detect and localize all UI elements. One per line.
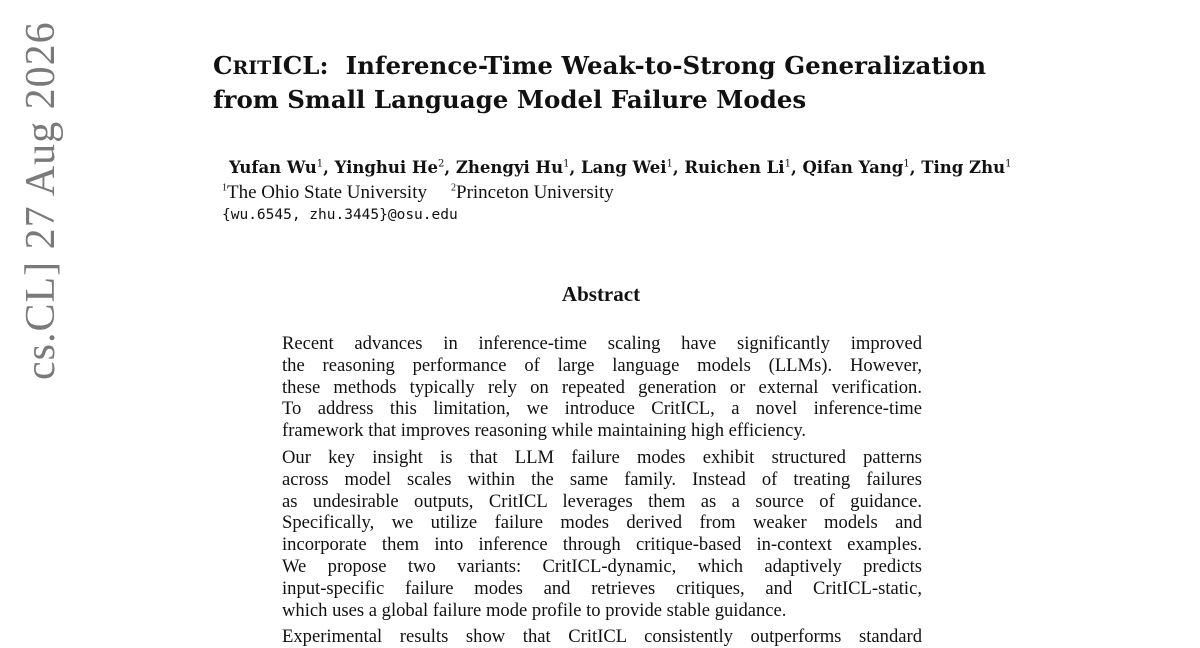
abstract-line: framework that improves reasoning while maintaining high efficiency. xyxy=(282,420,807,442)
abstract-line: We propose two variants: CritICL-dynamic, which adaptively predicts xyxy=(282,555,922,577)
author-affiliation-mark: 1 xyxy=(784,158,791,170)
author-name: Ting Zhu xyxy=(921,158,1006,177)
author-name: Qifan Yang xyxy=(802,158,904,177)
author-affiliation-mark: 1 xyxy=(903,158,910,170)
title-line-1 xyxy=(213,50,1033,84)
affiliation-mark: 1 xyxy=(222,182,227,194)
author-affiliation-mark: 1 xyxy=(563,158,570,170)
abstract-line: incorporate them into inference through critique-based in-context examples. xyxy=(282,534,922,556)
abstract-line: across model scales within the same family. Instead of treating failures xyxy=(282,468,922,490)
affiliation-name: The Ohio State University xyxy=(227,182,427,203)
affiliation-mark: 2 xyxy=(451,182,456,194)
author-affiliation-mark: 2 xyxy=(438,158,445,170)
abstract-body xyxy=(282,333,922,648)
title-line-2: from Small Language Model Failure Modes xyxy=(213,85,807,114)
arxiv-identifier-text: cs.CL] 27 Aug 2026 xyxy=(18,21,64,380)
abstract-line: input-specific failure modes and retrieves critiques, and CritICL-static, xyxy=(282,577,922,599)
author-affiliation-mark: 1 xyxy=(666,158,673,170)
abstract-line: which uses a global failure mode profile to provide stable guidance. xyxy=(282,599,787,621)
abstract-heading: Abstract xyxy=(561,282,641,306)
abstract-paragraph xyxy=(282,447,922,621)
title-line-1-text: Inference-Time Weak-to-Strong Generalization xyxy=(345,51,987,80)
abstract-line: Experimental results show that CritICL consistently outperforms standard xyxy=(282,626,922,648)
paper-title xyxy=(213,50,1033,116)
affiliation-name: Princeton University xyxy=(456,182,614,203)
title-name-smallcaps: RIT xyxy=(232,57,272,79)
title-name-initial: C xyxy=(213,51,233,80)
abstract-line: Recent advances in inference-time scaling have significantly improved xyxy=(282,333,922,354)
title-name-rest: ICL: xyxy=(271,51,329,80)
author-name: Yufan Wu xyxy=(229,158,317,177)
abstract-line: the reasoning performance of large language models (LLMs). However, xyxy=(282,354,922,376)
abstract-line: Specifically, we utilize failure modes derived from weaker models and xyxy=(282,512,922,534)
abstract-paragraph xyxy=(282,333,922,442)
author-name: Zhengyi Hu xyxy=(455,158,564,177)
abstract-line: To address this limitation, we introduce CritICL, a novel inference-time xyxy=(282,398,922,420)
author-name: Lang Wei xyxy=(581,158,667,177)
author-affiliation-mark: 1 xyxy=(1005,158,1012,170)
abstract-line: Our key insight is that LLM failure modes exhibit structured patterns xyxy=(282,446,922,468)
author-name: Yinghui He xyxy=(334,158,438,177)
abstract-line: as undesirable outputs, CritICL leverages them as a source of guidance. xyxy=(282,490,922,512)
author-affiliation-mark: 1 xyxy=(316,158,324,170)
abstract-paragraph xyxy=(282,626,922,648)
author-name: Ruichen Li xyxy=(684,158,785,177)
arxiv-sidebar-stamp xyxy=(12,0,90,648)
author-list: Yufan Wu$^1$, Yinghui He$^2$, Zhengyi Hu$^1$, Lang Wei$^1$, Ruichen Li$^1$, Qifan Yang$^1$, Ting Zhu$^1$ xyxy=(229,158,1012,177)
contact-email: {wu.6545, zhu.3445}@osu.edu xyxy=(222,207,458,223)
affiliations xyxy=(222,181,614,205)
abstract-line: these methods typically rely on repeated generation or external verification. xyxy=(282,376,922,398)
